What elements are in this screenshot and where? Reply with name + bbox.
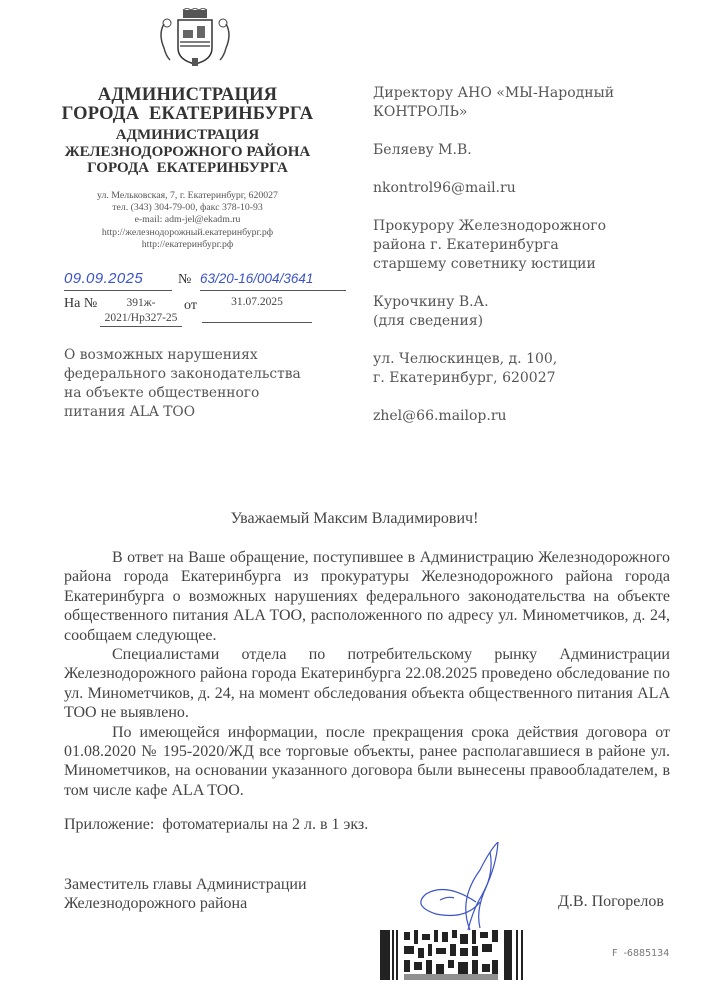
addressee-line: Курочкину В.А. bbox=[373, 294, 489, 310]
reply-date-underline bbox=[202, 322, 312, 323]
addressee-line: Беляеву М.В. bbox=[373, 142, 472, 158]
body-paragraph: Специалистами отдела по потребительскому рынку Администрации Железнодорожного района города Екатеринбурга 22.08.2025 проведено обследование по ул. Минометчиков, д. 24, на момент обследования объекта общественного питания ALA TOO не выявлено. bbox=[64, 646, 670, 722]
registration-date: 09.09.2025 bbox=[64, 270, 144, 287]
letter-body bbox=[64, 548, 670, 800]
addressee-name bbox=[373, 141, 693, 160]
letter-subject bbox=[64, 346, 344, 422]
registration-date-field bbox=[64, 270, 172, 291]
org-website-city[interactable]: http://екатеринбург.рф bbox=[141, 238, 234, 250]
signatory-title-line: Заместитель главы Администрации bbox=[64, 876, 307, 893]
org-contacts bbox=[60, 190, 315, 251]
org-sub-line: ГОРОДА ЕКАТЕРИНБУРГА bbox=[87, 160, 288, 176]
org-main-line: АДМИНИСТРАЦИЯ bbox=[97, 85, 278, 105]
registration-number: 63/20-16/004/3641 bbox=[200, 271, 314, 286]
reply-number-line: 2021/Нр327-25 bbox=[100, 311, 182, 327]
addressee-line: (для сведения) bbox=[373, 313, 484, 329]
body-paragraph: По имеющейся информации, после прекращения срока действия договора от 01.08.2020 № 195-2020/ЖД все торговые объекты, ранее располагавшиеся в районе ул. Минометчиков, на основании указанного договора были вынесены правообладателем, в том числе кафе ALA TOO. bbox=[64, 723, 670, 799]
document-code: F -6885134 bbox=[612, 948, 670, 959]
addressee-line: КОНТРОЛЬ» bbox=[373, 104, 468, 120]
body-paragraph: В ответ на Ваше обращение, поступившее в Администрацию Железнодорожного района города Екатеринбурга из прокуратуры Железнодорожного района города Екатеринбурга о возможных нарушениях федерального законодательства на объекте общественного питания ALA TOO, расположенного по адресу ул. Минометчиков, д. 24, сообщаем следующее. bbox=[64, 549, 670, 644]
reply-number-line: 391ж- bbox=[126, 297, 156, 309]
barcode-icon bbox=[380, 930, 538, 980]
signatory-title bbox=[64, 875, 307, 914]
addressee-block bbox=[373, 84, 693, 445]
org-main-title bbox=[60, 86, 315, 124]
org-email[interactable]: e-mail: adm-jel@ekadm.ru bbox=[134, 214, 241, 226]
org-main-line: ГОРОДА ЕКАТЕРИНБУРГА bbox=[61, 104, 314, 124]
subject-line: питания ALA TOO bbox=[64, 404, 196, 420]
handwritten-signature-icon bbox=[410, 842, 520, 932]
registration-number-label: № bbox=[178, 272, 192, 287]
copy-recipient-name bbox=[373, 293, 693, 331]
org-sub-title bbox=[60, 127, 315, 177]
signatory-name: Д.В. Погорелов bbox=[558, 893, 664, 910]
addressee-line: района г. Екатеринбурга bbox=[373, 237, 559, 253]
addressee-line: ул. Челюскинцев, д. 100, bbox=[373, 351, 558, 367]
org-phone: тел. (343) 304-79-00, факс 378-10-93 bbox=[112, 202, 263, 214]
reply-from-label: от bbox=[184, 298, 197, 313]
subject-line: О возможных нарушениях bbox=[64, 347, 258, 363]
addressee-line: zhel@66.mailop.ru bbox=[373, 408, 507, 424]
org-sub-line: ЖЕЛЕЗНОДОРОЖНОГО РАЙОНА bbox=[64, 143, 311, 160]
copy-recipient-address bbox=[373, 350, 693, 388]
reply-number-label: На № bbox=[64, 296, 98, 311]
registration-number-field bbox=[200, 270, 346, 291]
reply-date: 31.07.2025 bbox=[231, 296, 283, 308]
org-sub-line: АДМИНИСТРАЦИЯ bbox=[115, 127, 260, 143]
addressee-email[interactable] bbox=[373, 179, 693, 198]
addressee-line: Директору АНО «МЫ-Народный bbox=[373, 85, 615, 101]
addressee-line: nkontrol96@mail.ru bbox=[373, 180, 516, 196]
copy-recipient-email[interactable] bbox=[373, 407, 693, 426]
addressee-line: г. Екатеринбург, 620027 bbox=[373, 370, 556, 386]
org-address: ул. Мельковская, 7, г. Екатеринбург, 620027 bbox=[97, 190, 278, 201]
addressee-position bbox=[373, 84, 693, 122]
subject-line: федерального законодательства bbox=[64, 366, 301, 382]
letter-greeting: Уважаемый Максим Владимирович! bbox=[230, 510, 479, 527]
addressee-line: старшему советнику юстиции bbox=[373, 256, 596, 272]
attachment-note: Приложение: фотоматериалы на 2 л. в 1 экз. bbox=[64, 816, 369, 833]
signatory-title-line: Железнодорожного района bbox=[64, 895, 248, 913]
copy-recipient-position bbox=[373, 217, 693, 274]
coat-of-arms-icon bbox=[150, 8, 240, 68]
subject-line: на объекте общественного bbox=[64, 385, 260, 401]
reply-number bbox=[100, 296, 182, 327]
org-website-district[interactable]: http://железнодорожный.екатеринбург.рф bbox=[101, 226, 274, 238]
addressee-line: Прокурору Железнодорожного bbox=[373, 218, 607, 234]
